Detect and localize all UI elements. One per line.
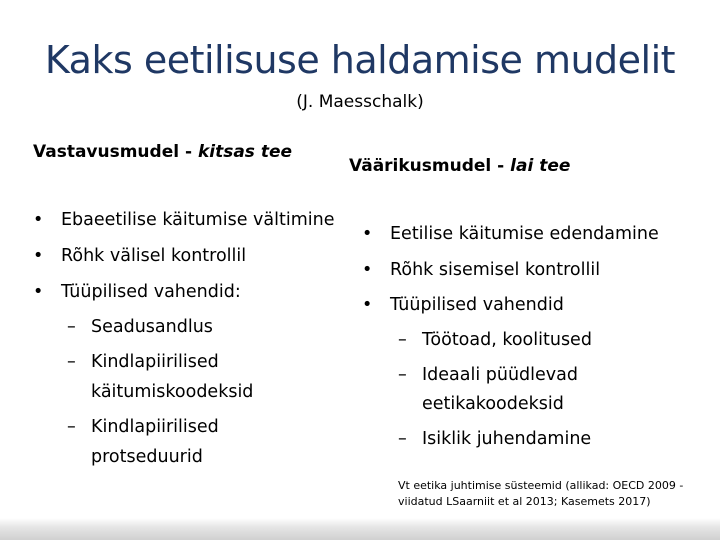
bullet-icon: • <box>362 224 373 244</box>
right-sub-continuation: eetikakoodeksid <box>422 394 564 414</box>
left-sub-text: Kindlapiirilised <box>91 417 219 437</box>
left-sub-text: Seadusandlus <box>91 317 213 337</box>
right-sub-text: Ideaali püüdlevad <box>422 365 578 385</box>
left-bullet-text: Ebaeetilise käitumise vältimine <box>61 210 335 230</box>
left-list-item <box>33 284 241 302</box>
left-sub-item <box>67 354 219 372</box>
source-note <box>398 478 708 510</box>
bullet-icon: • <box>33 282 44 302</box>
right-sub-item <box>398 431 591 449</box>
dash-icon: – <box>67 417 76 437</box>
source-note-line: Vt eetika juhtimise süsteemid (allikad: OECD 2009 - <box>398 479 684 492</box>
right-bullet-text: Eetilise käitumise edendamine <box>390 224 659 244</box>
slide-title: Kaks eetilisuse haldamise mudelit <box>44 38 676 82</box>
right-list-item <box>362 297 564 315</box>
dash-icon: – <box>398 429 407 449</box>
left-sub-text: Kindlapiirilised <box>91 352 219 372</box>
left-sub-item <box>67 419 219 437</box>
left-bullet-text: Rõhk välisel kontrollil <box>61 246 247 266</box>
dash-icon: – <box>398 330 407 350</box>
right-bullet-text: Tüüpilised vahendid <box>390 295 564 315</box>
left-sub-item <box>67 319 213 337</box>
left-heading-emphasis: kitsas tee <box>197 142 293 162</box>
left-list-item <box>33 248 246 266</box>
right-list-item <box>362 262 600 280</box>
right-heading-main: Väärikusmudel - <box>349 156 511 176</box>
bullet-icon: • <box>33 246 44 266</box>
dash-icon: – <box>67 317 76 337</box>
right-bullet-text: Rõhk sisemisel kontrollil <box>390 260 601 280</box>
bullet-icon: • <box>362 295 373 315</box>
left-heading-main: Vastavusmudel - <box>33 142 198 162</box>
bullet-icon: • <box>362 260 373 280</box>
right-heading-emphasis: lai tee <box>510 156 571 176</box>
right-sub-item <box>398 332 592 350</box>
left-sub-continuation: käitumiskoodeksid <box>91 382 254 402</box>
right-sub-text: Töötoad, koolitused <box>422 330 592 350</box>
left-list-item <box>33 212 334 230</box>
footer-gradient-bar <box>0 518 720 540</box>
right-sub-item <box>398 367 578 385</box>
dash-icon: – <box>67 352 76 372</box>
left-column-heading <box>33 142 292 162</box>
bullet-icon: • <box>33 210 44 230</box>
slide-subtitle: (J. Maesschalk) <box>296 92 424 112</box>
right-sub-text: Isiklik juhendamine <box>422 429 592 449</box>
source-note-line: viidatud LSaarniit et al 2013; Kasemets 2017) <box>398 495 651 508</box>
dash-icon: – <box>398 365 407 385</box>
left-bullet-text: Tüüpilised vahendid: <box>61 282 241 302</box>
right-column-heading <box>349 156 570 176</box>
left-sub-continuation: protseduurid <box>91 447 203 467</box>
right-list-item <box>362 226 659 244</box>
